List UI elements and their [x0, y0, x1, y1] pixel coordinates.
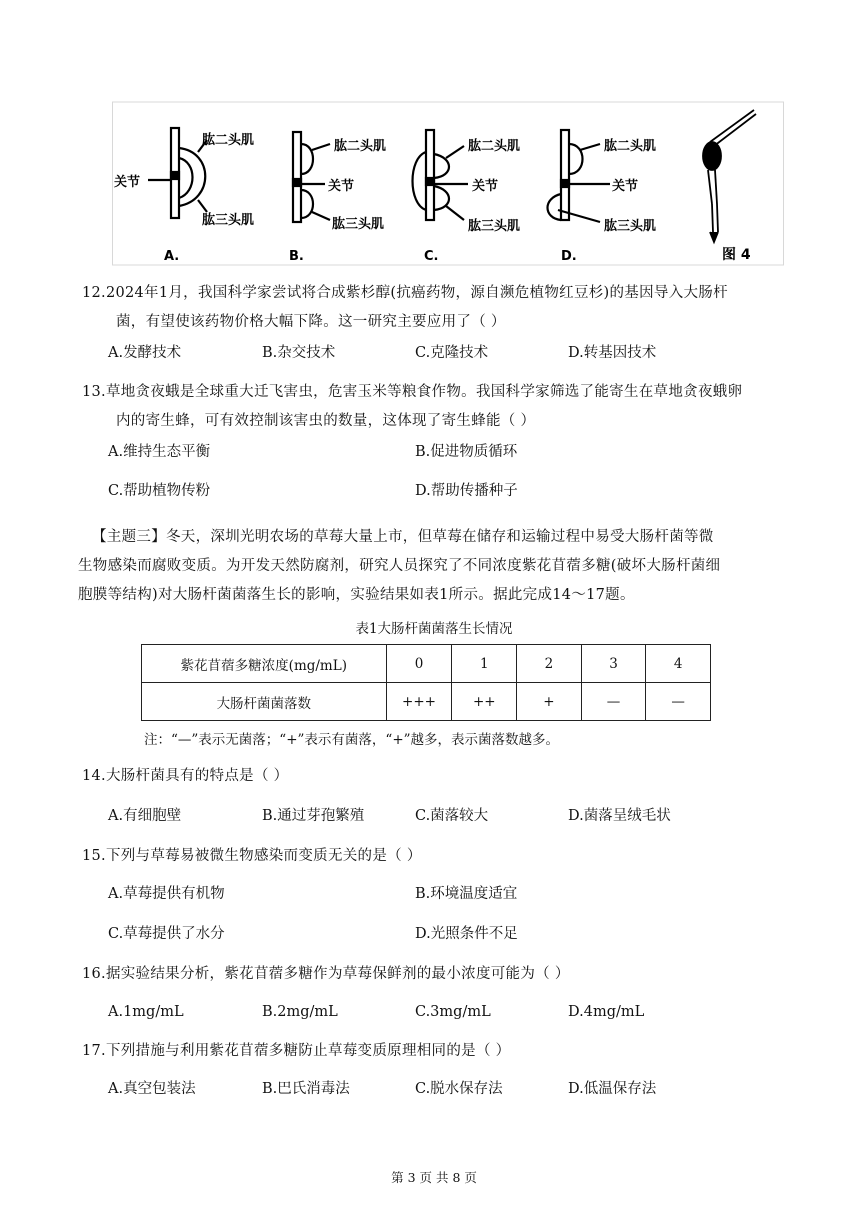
- q13-option-a[interactable]: A.维持生态平衡: [108, 444, 211, 460]
- table-header-colony-count: 大肠杆菌菌落数: [142, 683, 387, 721]
- q12-line2: 菌，有望使该药物价格大幅下降。这一研究主要应用了（ ）: [116, 314, 506, 330]
- q13-option-b[interactable]: B.促进物质循环: [415, 444, 518, 460]
- q14-option-b[interactable]: B.通过芽孢繁殖: [262, 808, 365, 824]
- q13-option-c[interactable]: C.帮助植物传粉: [108, 483, 211, 499]
- q16-stem: 16.据实验结果分析，紫花苜蓿多糖作为草莓保鲜剂的最小浓度可能为（ ）: [82, 966, 570, 982]
- q12-option-a[interactable]: A.发酵技术: [108, 345, 182, 361]
- panel-a-biceps-label: 肱二头肌: [202, 133, 255, 148]
- theme3-line3: 胞膜等结构)对大肠杆菌菌落生长的影响，实验结果如表1所示。据此完成14～17题。: [78, 587, 635, 603]
- panel-c-diagram: [413, 130, 469, 220]
- q17-option-b[interactable]: B.巴氏消毒法: [262, 1081, 350, 1097]
- panel-a-label: A.: [164, 249, 180, 264]
- q15-option-b[interactable]: B.环境温度适宜: [415, 886, 518, 902]
- panel-a-diagram: [148, 128, 207, 218]
- theme3-line2: 生物感染而腐败变质。为开发天然防腐剂，研究人员探究了不同浓度紫花苜蓿多糖(破坏大肠杆菌细: [78, 558, 721, 574]
- table-cell: —: [581, 683, 646, 721]
- diver-figure: [703, 110, 756, 242]
- q16-option-b[interactable]: B.2mg/mL: [262, 1004, 338, 1020]
- table-cell: 3: [581, 645, 646, 683]
- page-number: 第 3 页 共 8 页: [391, 1170, 477, 1185]
- table-row: [142, 683, 711, 721]
- table-cell: 0: [386, 645, 452, 683]
- table-cell: +++: [386, 683, 452, 721]
- q12-option-b[interactable]: B.杂交技术: [262, 345, 336, 361]
- q17-option-d[interactable]: D.低温保存法: [568, 1081, 657, 1097]
- table-cell: —: [646, 683, 711, 721]
- q13-line2: 内的寄生蜂，可有效控制该害虫的数量，这体现了寄生蜂能（ ）: [116, 413, 536, 429]
- q15-option-c[interactable]: C.草莓提供了水分: [108, 926, 225, 942]
- panel-b-joint-label: 关节: [328, 179, 355, 194]
- q14-option-a[interactable]: A.有细胞壁: [108, 808, 182, 824]
- panel-c-triceps-label: 肱三头肌: [468, 219, 521, 234]
- table-cell: 2: [517, 645, 582, 683]
- table-header-concentration: 紫花苜蓿多糖浓度(mg/mL): [142, 645, 387, 683]
- q13-option-d[interactable]: D.帮助传播种子: [415, 483, 518, 499]
- table-row: [142, 645, 711, 683]
- panel-d-biceps-label: 肱二头肌: [604, 139, 657, 154]
- panel-c-label: C.: [424, 249, 439, 264]
- panel-d-joint-label: 关节: [612, 179, 639, 194]
- q15-option-a[interactable]: A.草莓提供有机物: [108, 886, 225, 902]
- panel-a-triceps-label: 肱三头肌: [202, 213, 255, 228]
- q12-line1: 12.2024年1月，我国科学家尝试将合成紫杉醇(抗癌药物，源自濒危植物红豆杉)的基因导入大肠杆: [82, 285, 728, 301]
- q14-option-c[interactable]: C.菌落较大: [415, 808, 489, 824]
- results-table: [141, 644, 711, 721]
- theme3-line1: 【主题三】冬天，深圳光明农场的草莓大量上市，但草莓在储存和运输过程中易受大肠杆菌等微: [92, 529, 714, 545]
- q12-option-c[interactable]: C.克隆技术: [415, 345, 489, 361]
- table-cell: 4: [646, 645, 711, 683]
- q12-option-d[interactable]: D.转基因技术: [568, 345, 657, 361]
- panel-b-label: B.: [289, 249, 304, 264]
- q17-stem: 17.下列措施与利用紫花苜蓿多糖防止草莓变质原理相同的是（ ）: [82, 1043, 511, 1059]
- panel-a-joint-label: 关节: [114, 175, 141, 190]
- panel-b-triceps-label: 肱三头肌: [332, 217, 385, 232]
- muscle-joint-figure: [112, 100, 784, 266]
- panel-d-diagram: [548, 130, 611, 222]
- panel-c-joint-label: 关节: [472, 179, 499, 194]
- q16-option-c[interactable]: C.3mg/mL: [415, 1004, 491, 1020]
- q16-option-a[interactable]: A.1mg/mL: [108, 1004, 184, 1020]
- q15-stem: 15.下列与草莓易被微生物感染而变质无关的是（ ）: [82, 848, 422, 864]
- panel-b-diagram: [293, 132, 330, 222]
- table-cell: ++: [452, 683, 517, 721]
- q14-option-d[interactable]: D.菌落呈绒毛状: [568, 808, 671, 824]
- table-cell: +: [517, 683, 582, 721]
- panel-d-triceps-label: 肱三头肌: [604, 219, 657, 234]
- q15-option-d[interactable]: D.光照条件不足: [415, 926, 518, 942]
- panel-b-biceps-label: 肱二头肌: [334, 139, 387, 154]
- q13-line1: 13.草地贪夜蛾是全球重大迁飞害虫，危害玉米等粮食作物。我国科学家筛选了能寄生在草地贪夜蛾卵: [82, 384, 743, 400]
- figure-caption: 图 4: [722, 247, 751, 263]
- panel-c-biceps-label: 肱二头肌: [468, 139, 521, 154]
- q16-option-d[interactable]: D.4mg/mL: [568, 1004, 645, 1020]
- table-note: 注：“—”表示无菌落；“+”表示有菌落，“+”越多，表示菌落数越多。: [144, 732, 560, 748]
- table-cell: 1: [452, 645, 517, 683]
- q17-option-c[interactable]: C.脱水保存法: [415, 1081, 503, 1097]
- q14-stem: 14.大肠杆菌具有的特点是（ ）: [82, 768, 289, 784]
- panel-d-label: D.: [561, 249, 577, 264]
- figure-4: [112, 100, 784, 266]
- table-title: 表1大肠杆菌菌落生长情况: [355, 621, 513, 637]
- q17-option-a[interactable]: A.真空包装法: [108, 1081, 196, 1097]
